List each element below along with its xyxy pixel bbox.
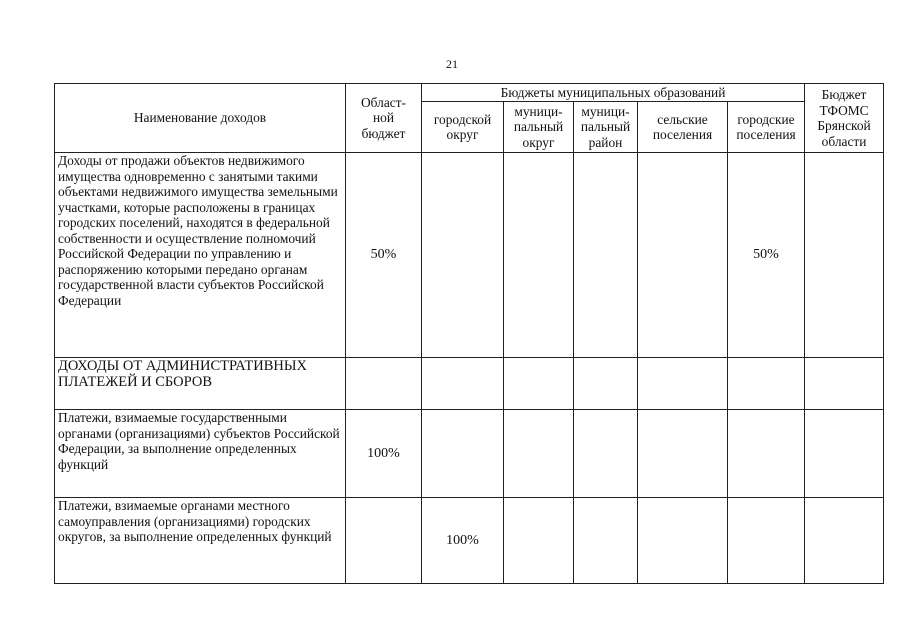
cell-rural-settlements bbox=[638, 498, 728, 584]
header-name: Наименование доходов bbox=[55, 84, 346, 153]
cell-tfoms bbox=[805, 153, 884, 358]
cell-regional: 100% bbox=[346, 410, 422, 498]
row-name: ДОХОДЫ ОТ АДМИНИСТРАТИВНЫХ ПЛАТЕЖЕЙ И СБОРОВ bbox=[55, 358, 346, 410]
cell-tfoms bbox=[805, 358, 884, 410]
cell-municipal-area bbox=[574, 410, 638, 498]
cell-regional: 50% bbox=[346, 153, 422, 358]
cell-rural-settlements bbox=[638, 410, 728, 498]
cell-city-district bbox=[422, 358, 504, 410]
row-name: Доходы от продажи объектов недвижимого имущества одновременно с занятыми такими объектами недвижимого имущества земельными участками, которые расположены в границах городских поселений, находятся в федеральной собственности и осуществление полномочий Российской Федерации по управлению и распоряжению которыми передано органам государственной власти субъектов Российской Федерации bbox=[55, 153, 346, 358]
revenue-distribution-table bbox=[54, 83, 884, 584]
table-row bbox=[55, 498, 884, 584]
table-row bbox=[55, 410, 884, 498]
cell-municipal-area bbox=[574, 498, 638, 584]
header-municipal-budgets: Бюджеты муниципальных образований bbox=[422, 84, 805, 102]
cell-urban-settlements: 50% bbox=[728, 153, 805, 358]
header-regional-budget: Област- ной бюджет bbox=[346, 84, 422, 153]
header-urban-settlements: городские поселения bbox=[728, 102, 805, 153]
cell-rural-settlements bbox=[638, 358, 728, 410]
cell-city-district bbox=[422, 410, 504, 498]
table-row bbox=[55, 358, 884, 410]
cell-urban-settlements bbox=[728, 358, 805, 410]
cell-regional bbox=[346, 358, 422, 410]
page-number: 21 bbox=[446, 57, 458, 71]
cell-city-district: 100% bbox=[422, 498, 504, 584]
header-rural-settlements: сельские поселения bbox=[638, 102, 728, 153]
cell-regional bbox=[346, 498, 422, 584]
header-municipal-area: муници- пальный район bbox=[574, 102, 638, 153]
cell-municipal-area bbox=[574, 358, 638, 410]
cell-urban-settlements bbox=[728, 410, 805, 498]
cell-municipal-district bbox=[504, 410, 574, 498]
header-city-district: городской округ bbox=[422, 102, 504, 153]
cell-city-district bbox=[422, 153, 504, 358]
cell-urban-settlements bbox=[728, 498, 805, 584]
table-row bbox=[55, 153, 884, 358]
cell-municipal-area bbox=[574, 153, 638, 358]
cell-rural-settlements bbox=[638, 153, 728, 358]
row-name: Платежи, взимаемые органами местного самоуправления (организациями) городских округов, за выполнение определенных функций bbox=[55, 498, 346, 584]
header-municipal-district: муници- пальный округ bbox=[504, 102, 574, 153]
cell-tfoms bbox=[805, 498, 884, 584]
row-name: Платежи, взимаемые государственными органами (организациями) субъектов Российской Федерации, за выполнение определенных функций bbox=[55, 410, 346, 498]
header-tfoms-budget: Бюджет ТФОМС Брянской области bbox=[805, 84, 884, 153]
cell-tfoms bbox=[805, 410, 884, 498]
cell-municipal-district bbox=[504, 498, 574, 584]
cell-municipal-district bbox=[504, 153, 574, 358]
cell-municipal-district bbox=[504, 358, 574, 410]
